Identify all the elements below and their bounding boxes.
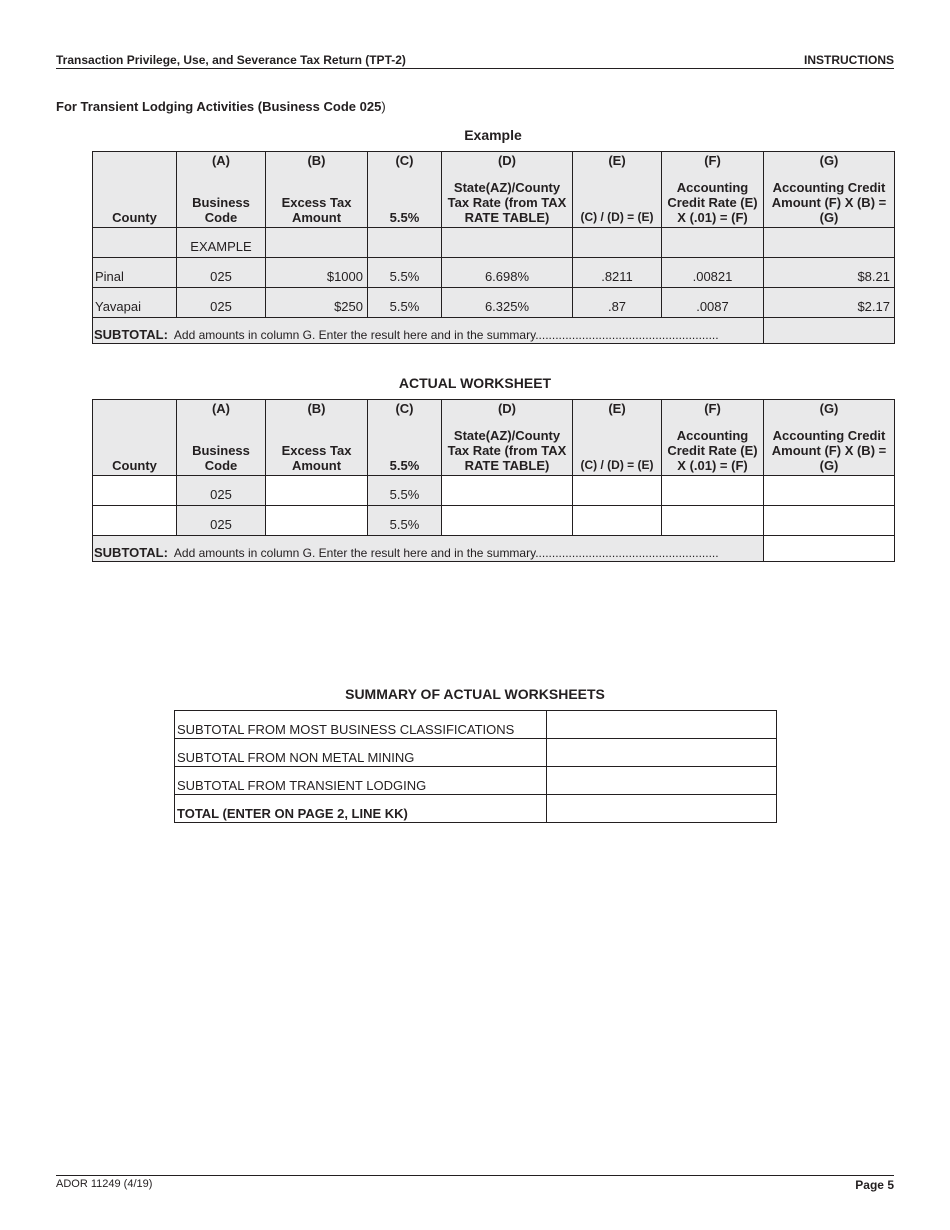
col-county-header: County	[93, 152, 177, 228]
col-b-header: (B) Excess Tax Amount	[266, 152, 368, 228]
county-input[interactable]	[93, 506, 177, 536]
actual-subtotal-row: SUBTOTAL: Add amounts in column G. Enter the result here and in the summary.......................................................	[93, 536, 895, 562]
col-g-header: (G) Accounting Credit Amount (F) X (B) = (G)	[764, 152, 895, 228]
example-label: EXAMPLE	[177, 228, 266, 258]
col-d-header: (D) State(AZ)/County Tax Rate (from TAX RATE TABLE)	[442, 152, 573, 228]
excess-tax-input[interactable]	[266, 476, 368, 506]
example-header-row	[93, 152, 895, 228]
table-row: SUBTOTAL FROM MOST BUSINESS CLASSIFICATIONS	[175, 711, 777, 739]
col-g-input[interactable]	[764, 476, 895, 506]
col-f-input[interactable]	[662, 476, 764, 506]
summary-value-input[interactable]	[547, 739, 777, 767]
summary-value-input[interactable]	[547, 767, 777, 795]
county-input[interactable]	[93, 476, 177, 506]
table-row: 025 5.5%	[93, 476, 895, 506]
actual-header-row: County (A) Business Code (B) Excess Tax Amount (C) 5.5% (D) State(AZ)/County Tax Rate (from TAX RATE TABLE) (E) (C) / (D) = (E) (F) Accounting Credit Rate (E) X (.01) = (F) (G) Accounting Credit Amount (F) X (B) = (G)	[93, 400, 895, 476]
page-footer	[56, 1175, 894, 1192]
example-table	[92, 151, 895, 344]
state-rate-input[interactable]	[442, 506, 573, 536]
summary-total-row: TOTAL (ENTER ON PAGE 2, LINE KK)	[175, 795, 777, 823]
form-number: ADOR 11249 (4/19)	[56, 1178, 153, 1190]
table-row: Pinal 025 $1000 5.5% 6.698% .8211 .00821 $8.21	[93, 258, 895, 288]
table-row: Yavapai 025 $250 5.5% 6.325% .87 .0087 $2.17	[93, 288, 895, 318]
actual-worksheet-table	[92, 399, 895, 562]
col-e-input[interactable]	[573, 476, 662, 506]
col-f-header: (F) Accounting Credit Rate (E) X (.01) = (F)	[662, 152, 764, 228]
example-title: Example	[464, 127, 522, 143]
example-subtotal-box	[764, 318, 895, 344]
table-row: 025 5.5%	[93, 506, 895, 536]
page-header	[56, 52, 894, 69]
table-row: SUBTOTAL FROM TRANSIENT LODGING	[175, 767, 777, 795]
summary-total-input[interactable]	[547, 795, 777, 823]
col-f-input[interactable]	[662, 506, 764, 536]
col-e-header: (E) (C) / (D) = (E)	[573, 152, 662, 228]
col-a-header: (A) Business Code	[177, 152, 266, 228]
summary-title: SUMMARY OF ACTUAL WORKSHEETS	[345, 686, 605, 702]
instructions-label: INSTRUCTIONS	[804, 53, 894, 67]
actual-subtotal-input[interactable]	[764, 536, 895, 562]
actual-worksheet-title: ACTUAL WORKSHEET	[398, 375, 552, 391]
section-title: For Transient Lodging Activities (Business Code 025)	[56, 99, 386, 114]
table-row: SUBTOTAL FROM NON METAL MINING	[175, 739, 777, 767]
col-e-input[interactable]	[573, 506, 662, 536]
excess-tax-input[interactable]	[266, 506, 368, 536]
example-subtotal-row: SUBTOTAL: Add amounts in column G. Enter the result here and in the summary.......................................................	[93, 318, 895, 344]
form-title: Transaction Privilege, Use, and Severance Tax Return (TPT-2)	[56, 53, 406, 67]
summary-value-input[interactable]	[547, 711, 777, 739]
page-number: Page 5	[855, 1178, 894, 1192]
col-g-input[interactable]	[764, 506, 895, 536]
state-rate-input[interactable]	[442, 476, 573, 506]
col-c-header: (C) 5.5%	[368, 152, 442, 228]
summary-table	[174, 710, 777, 823]
example-label-row	[93, 228, 895, 258]
